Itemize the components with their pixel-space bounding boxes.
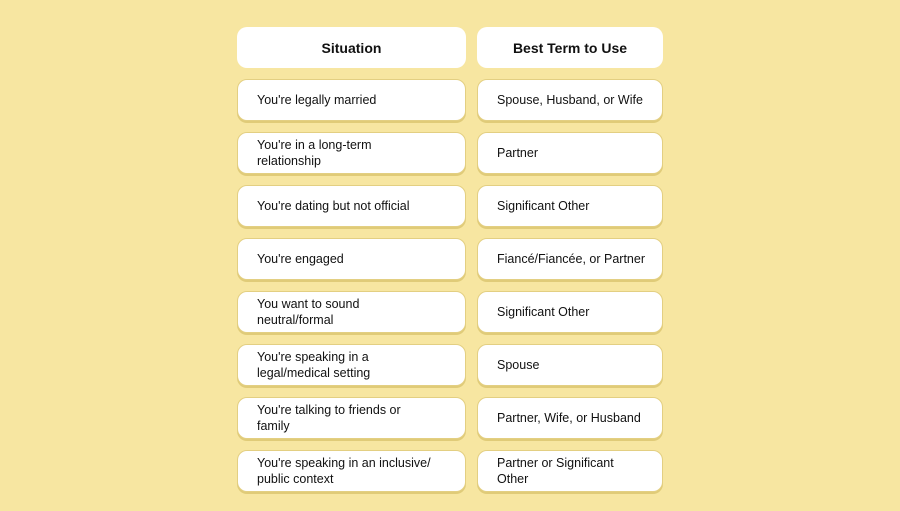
term-cell: Spouse, Husband, or Wife [477,79,663,121]
terms-table [237,27,663,503]
situation-cell: You're speaking in an inclusive/ public context [237,450,466,492]
table-row [237,79,663,121]
header-best-term: Best Term to Use [477,27,663,68]
situation-cell: You're in a long-term relationship [237,132,466,174]
term-cell: Spouse [477,344,663,386]
situation-cell: You're dating but not official [237,185,466,227]
term-cell: Partner [477,132,663,174]
situation-cell: You want to sound neutral/formal [237,291,466,333]
table-row [237,132,663,174]
header-situation: Situation [237,27,466,68]
situation-cell: You're engaged [237,238,466,280]
situation-cell: You're talking to friends or family [237,397,466,439]
term-cell: Significant Other [477,185,663,227]
table-row [237,397,663,439]
term-cell: Fiancé/Fiancée, or Partner [477,238,663,280]
situation-cell: You're legally married [237,79,466,121]
table-row [237,238,663,280]
table-row [237,291,663,333]
table-row [237,450,663,492]
table-row [237,344,663,386]
term-cell: Partner, Wife, or Husband [477,397,663,439]
table-row [237,185,663,227]
table-header-row [237,27,663,68]
term-cell: Significant Other [477,291,663,333]
term-cell: Partner or Significant Other [477,450,663,492]
situation-cell: You're speaking in a legal/medical setting [237,344,466,386]
